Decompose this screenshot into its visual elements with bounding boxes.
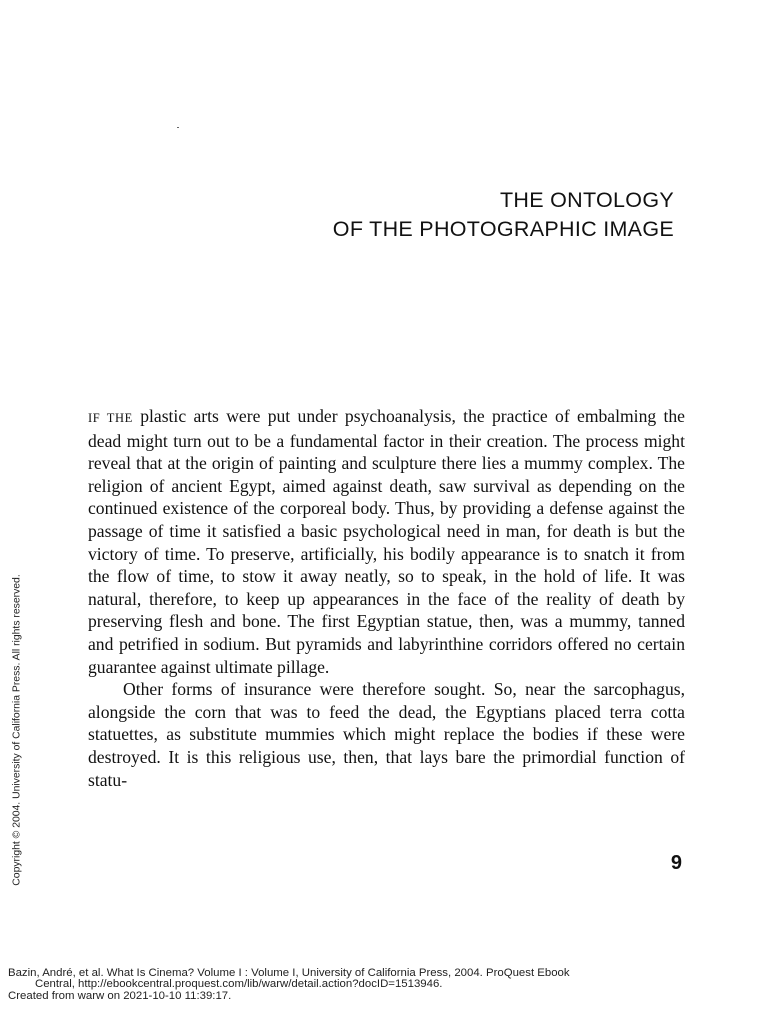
footer-line-2: Central, http://ebookcentral.proquest.com/lib/warw/detail.action?docID=1513946.: [35, 978, 443, 991]
chapter-title: [333, 186, 674, 244]
copyright-notice: Copyright © 2004. University of California Press. All rights reserved.: [11, 574, 23, 886]
paragraph-1-text: plastic arts were put under psychoanalysis, the practice of embalming the dead might turn out to be a fundamental factor in their creation. The process might reveal that at the origin of painting and sculpture there lies a mummy complex. The religion of ancient Egypt, aimed against death, saw survival as depending on the continued existence of the corporeal body. Thus, by providing a defense against the passage of time it satisfied a basic psychological need in man, for death is but the victory of time. To preserve, artificially, his bodily appearance is to snatch it from the flow of time, to stow it away neatly, so to speak, in the hold of life. It was natural, therefore, to keep up appearances in the face of the reality of death by preserving flesh and bone. The first Egyptian statue, then, was a mummy, tanned and petrified in sodium. But pyramids and labyrinthine corridors offered no certain guarantee against ultimate pillage.: [88, 406, 685, 677]
chapter-title-line-1: THE ONTOLOGY: [499, 188, 674, 212]
lead-in-smallcaps: IF THE: [88, 411, 133, 425]
body-text: [88, 405, 685, 791]
footer-line-3: Created from warw on 2021-10-10 11:39:17.: [8, 989, 232, 1002]
paragraph-2: Other forms of insurance were therefore sought. So, near the sarcophagus, alongside the corn that was to feed the dead, the Egyptians placed terra cotta statuettes, as substitute mummies which might replace the bodies if these were destroyed. It is this religious use, then, that lays bare the primordial function of statu-: [88, 679, 685, 790]
footer-line-1: Bazin, André, et al. What Is Cinema? Volume I : Volume I, University of California Press, 2004. ProQuest Ebook: [8, 967, 570, 979]
scan-speck: [177, 127, 179, 128]
citation-footer: [8, 968, 698, 1002]
paragraph-1: [88, 405, 685, 678]
page-number: 9: [670, 852, 682, 874]
chapter-title-line-2: OF THE PHOTOGRAPHIC IMAGE: [332, 217, 674, 241]
